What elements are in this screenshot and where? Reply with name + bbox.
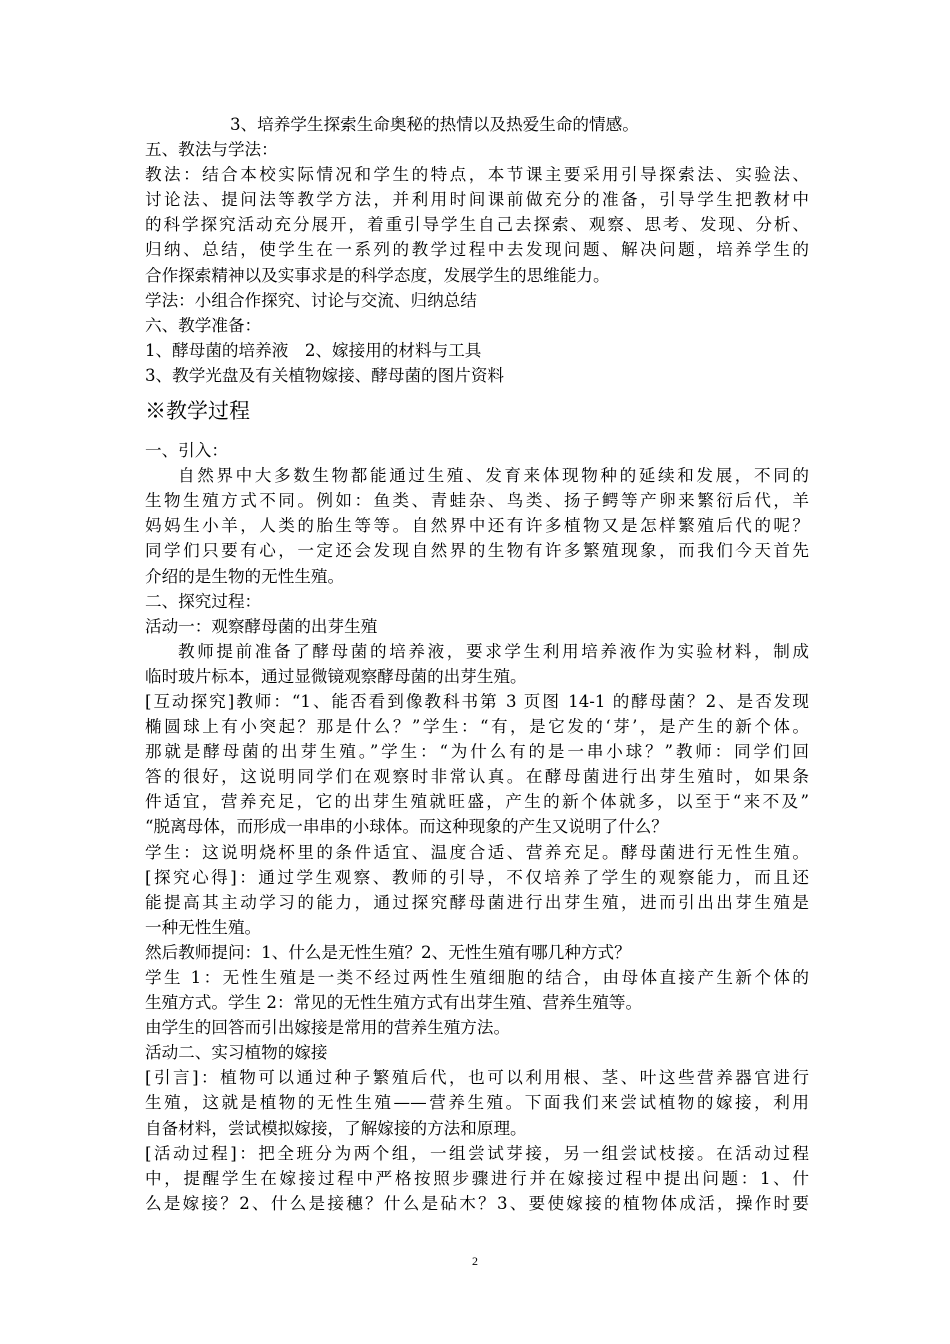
text-line: 椭圆球上有小突起？那是什么？”学生：“有，是它发的‘芽’，是产生的新个体。 [145,717,809,737]
text-line: 么是嫁接？2、什么是接穗？什么是砧木？3、要使嫁接的植物体成活，操作时要 [145,1193,809,1213]
text-line: 由学生的回答而引出嫁接是常用的营养生殖方法。 [145,1018,511,1038]
text-line: 中，提醒学生在嫁接过程中严格按照步骤进行并在嫁接过程中提出问题：1、什 [145,1168,809,1188]
text-line: 介绍的是生物的无性生殖。 [145,566,345,586]
text-line: 生物生殖方式不同。例如：鱼类、青蛙杂、鸟类、扬子鳄等产卵来繁衍后代，羊 [145,491,809,511]
text-line: 活动二、实习植物的嫁接 [145,1043,328,1063]
text-line: 一种无性生殖。 [145,917,262,937]
text-line: [探究心得]：通过学生观察、教师的引导，不仅培养了学生的观察能力，而且还 [145,867,809,887]
text-line: 自然界中大多数生物都能通过生殖、发育来体现物种的延续和发展，不同的 [178,466,809,486]
text-line: 然后教师提问：1、什么是无性生殖？2、无性生殖有哪几种方式？ [145,942,631,962]
text-line: 学生：这说明烧杯里的条件适宜、温度合适、营养充足。酵母菌进行无性生殖。 [145,842,809,862]
text-line: 生殖方式。学生 2：常见的无性生殖方式有出芽生殖、营养生殖等。 [145,993,643,1013]
text-line: 件适宜，营养充足，它的出芽生殖就旺盛，产生的新个体就多，以至于“来不及” [145,792,809,812]
teaching-methods-section [145,112,809,388]
text-line: 临时玻片标本，通过显微镜观察酵母菌的出芽生殖。 [145,666,527,686]
document-body [145,112,809,1216]
text-line: 3、教学光盘及有关植物嫁接、酵母菌的图片资料 [145,365,505,385]
section-heading: ※教学过程 [145,399,250,424]
text-line: 学生 1：无性生殖是一类不经过两性生殖细胞的结合，由母体直接产生新个体的 [145,968,809,987]
text-line: 归纳、总结，使学生在一系列的教学过程中去发现问题、解决问题，培养学生的 [145,240,809,260]
text-line: 一、引入： [145,441,228,461]
teaching-process-section [145,438,809,1216]
text-line: [活动过程]：把全班分为两个组，一组尝试芽接，另一组尝试枝接。在活动过程 [145,1143,809,1163]
text-line: 那就是酵母菌的出芽生殖。”学生：“为什么有的是一串小球？”教师：同学们回 [145,742,809,762]
text-line: 教师提前准备了酵母菌的培养液，要求学生利用培养液作为实验材料，制成 [178,641,809,661]
text-line: 同学们只要有心，一定还会发现自然界的生物有许多繁殖现象，而我们今天首先 [145,541,809,561]
text-line: 生殖，这就是植物的无性生殖——营养生殖。下面我们来尝试植物的嫁接，利用 [145,1093,809,1113]
text-line: 二、探究过程： [145,591,262,611]
text-line: 答的很好，这说明同学们在观察时非常认真。在酵母菌进行出芽生殖时，如果条 [145,767,809,787]
text-line: 妈妈生小羊，人类的胎生等等。自然界中还有许多植物又是怎样繁殖后代的呢？ [145,516,809,536]
text-line: 教法：结合本校实际情况和学生的特点，本节课主要采用引导探索法、实验法、 [145,165,809,185]
text-line: “脱离母体，而形成一串串的小球体。而这种现象的产生又说明了什么？ [145,817,668,837]
text-line: 六、教学准备： [145,315,262,335]
text-line: 活动一：观察酵母菌的出芽生殖 [145,616,378,636]
text-line: 合作探索精神以及实事求是的科学态度，发展学生的思维能力。 [145,265,610,285]
text-line: 3、培养学生探索生命奥秘的热情以及热爱生命的情感。 [230,115,639,134]
text-line: 学法：小组合作探究、讨论与交流、归纳总结 [145,290,477,310]
text-line: 1、酵母菌的培养液 2、嫁接用的材料与工具 [145,340,482,360]
text-line: 自备材料，尝试模拟嫁接，了解嫁接的方法和原理。 [145,1118,527,1138]
text-line: 能提高其主动学习的能力，通过探究酵母菌进行出芽生殖，进而引出出芽生殖是 [145,892,809,912]
text-line: 五、教法与学法： [145,140,278,160]
text-line: [引言]：植物可以通过种子繁殖后代，也可以利用根、茎、叶这些营养器官进行 [145,1068,809,1088]
text-line: 讨论法、提问法等教学方法，并利用时间课前做充分的准备，引导学生把教材中 [145,190,809,210]
text-line: [互动探究]教师：“1、能否看到像教科书第 3 页图 14-1 的酵母菌？2、是否发现 [145,691,809,711]
page-number: 2 [472,1254,478,1268]
text-line: 的科学探究活动充分展开，着重引导学生自己去探索、观察、思考、发现、分析、 [145,215,809,235]
